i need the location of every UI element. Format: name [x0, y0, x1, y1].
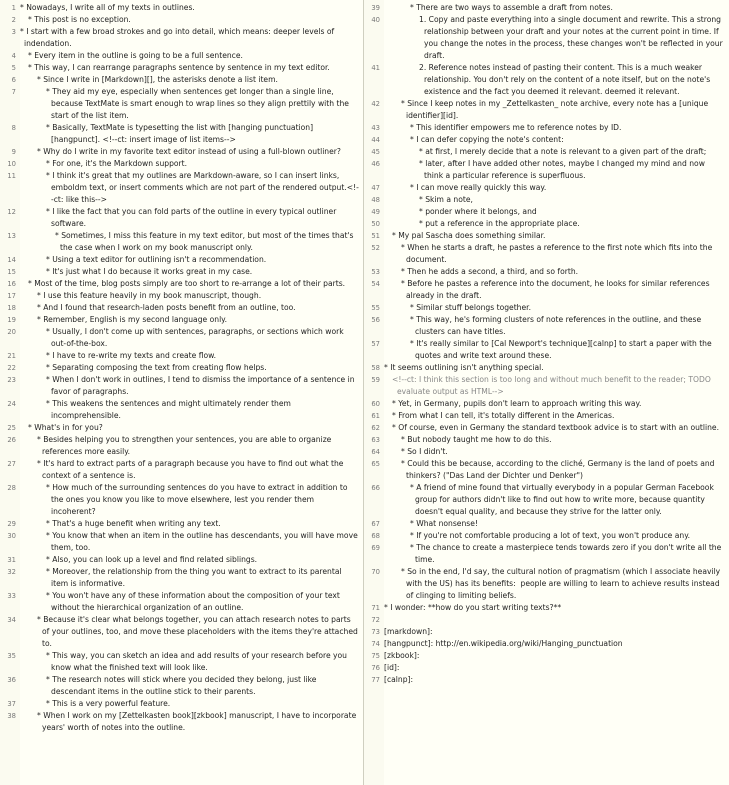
line-number: 70	[371, 568, 380, 576]
line-text[interactable]: * It seems outlining isn't anything special.	[384, 363, 544, 372]
line-number: 45	[371, 148, 380, 156]
line-text[interactable]: * What's in for you?	[28, 423, 103, 432]
line-text[interactable]: * If you're not comfortable producing a lot of text, you won't produce any.	[410, 531, 691, 540]
line-text[interactable]: * This post is no exception.	[28, 15, 131, 24]
line-text[interactable]: * at first, I merely decide that a note is relevant to a given part of the draft;	[419, 147, 707, 156]
line-number: 43	[371, 124, 380, 132]
editor-line[interactable]	[364, 446, 729, 458]
line-text[interactable]: * It's really similar to [Cal Newport's technique][calnp] to start a paper with the quotes and write text around these.	[410, 339, 715, 360]
line-number: 27	[7, 460, 16, 468]
line-text[interactable]: * You won't have any of these information about the composition of your text without the hierarchical organization of an outline.	[46, 591, 343, 612]
line-number: 62	[371, 424, 380, 432]
line-text[interactable]: * It's hard to extract parts of a paragraph because you have to find out what the context of a sentence is.	[37, 459, 346, 480]
editor-line[interactable]	[364, 410, 729, 422]
line-number: 4	[11, 52, 16, 60]
editor-line[interactable]	[0, 62, 363, 74]
editor-line[interactable]	[0, 518, 363, 530]
editor-line[interactable]	[364, 638, 729, 650]
editor-line[interactable]	[0, 434, 363, 458]
editor-line[interactable]	[364, 146, 729, 158]
line-number: 69	[371, 544, 380, 552]
line-text[interactable]: * Most of the time, blog posts simply are too short to re-arrange a lot of their parts.	[28, 279, 346, 288]
line-number: 28	[7, 484, 16, 492]
line-text[interactable]: * Could this be because, according to the cliché, Germany is the land of poets and thinkers? ("Das Land der Dichter und Denker")	[401, 459, 717, 480]
line-number: 32	[7, 568, 16, 576]
line-number: 65	[371, 460, 380, 468]
line-text[interactable]: * Also, you can look up a level and find related siblings.	[46, 555, 258, 564]
line-text[interactable]: * Since I keep notes in my _Zettelkasten_ note archive, every note has a [unique identifier][id].	[401, 99, 711, 120]
line-number: 58	[371, 364, 380, 372]
editor-line[interactable]	[0, 530, 363, 554]
line-text[interactable]: * Moreover, the relationship from the thing you want to extract to its parental item is informative.	[46, 567, 345, 588]
line-text[interactable]: * Separating composing the text from creating flow helps.	[46, 363, 267, 372]
line-text[interactable]: * Similar stuff belongs together.	[410, 303, 532, 312]
line-number: 59	[371, 376, 380, 384]
editor-pane-left[interactable]	[0, 0, 364, 785]
line-text[interactable]: <!--ct: I think this section is too long and without much benefit to the reader; TODO evaluate output as HTML-->	[392, 375, 714, 396]
line-number: 36	[7, 676, 16, 684]
line-text[interactable]: * So in the end, I'd say, the cultural notion of pragmatism (which I associate heavily with the US) has its benefits: people are willing to learn to achieve results instead of clinging to limiting beliefs.	[401, 567, 723, 600]
line-text[interactable]	[384, 614, 729, 626]
line-text[interactable]: * When he starts a draft, he pastes a reference to the first note which fits into the document.	[401, 243, 715, 264]
editor-line[interactable]	[0, 650, 363, 674]
line-number: 2	[11, 16, 16, 24]
editor-line[interactable]	[0, 74, 363, 86]
editor-line[interactable]	[364, 398, 729, 410]
line-number: 39	[371, 4, 380, 12]
line-text[interactable]: 1. Copy and paste everything into a single document and rewrite. This a strong relationship between your draft and your notes at the current point in time. If you change the notes in the process, these changes won't be reflected in your draft.	[419, 15, 726, 60]
line-text[interactable]: * I like the fact that you can fold parts of the outline in every typical outliner software.	[46, 207, 339, 228]
line-text[interactable]: * Skim a note,	[419, 195, 473, 204]
line-text[interactable]: [zkbook]:	[384, 651, 420, 660]
line-number: 30	[7, 532, 16, 540]
line-number: 33	[7, 592, 16, 600]
line-number: 49	[371, 208, 380, 216]
editor-line[interactable]	[364, 302, 729, 314]
editor-line[interactable]	[364, 194, 729, 206]
line-number: 48	[371, 196, 380, 204]
editor-line[interactable]	[364, 182, 729, 194]
line-number: 76	[371, 664, 380, 672]
editor-line[interactable]	[364, 662, 729, 674]
line-text[interactable]: * There are two ways to assemble a draft from notes.	[410, 3, 613, 12]
line-text[interactable]: * I can defer copying the note's content:	[410, 135, 564, 144]
editor-line[interactable]	[364, 602, 729, 614]
line-text[interactable]: * Remember, English is my second language only.	[37, 315, 228, 324]
line-text[interactable]: * The chance to create a masterpiece tends towards zero if you don't write all the time.	[410, 543, 724, 564]
line-text[interactable]: * Yet, in Germany, pupils don't learn to approach writing this way.	[392, 399, 642, 408]
text-lines[interactable]	[364, 2, 729, 686]
editor-line[interactable]	[0, 398, 363, 422]
editor-pane-right[interactable]	[364, 0, 729, 785]
line-number: 14	[7, 256, 16, 264]
line-number: 35	[7, 652, 16, 660]
line-text[interactable]: 2. Reference notes instead of pasting their content. This is a much weaker relationship. You don't rely on the content of a note itself, but on the note's existence and the fact you deemed it relevant. deemed it relevant.	[419, 63, 713, 96]
line-number: 40	[371, 16, 380, 24]
editor-line[interactable]	[0, 86, 363, 122]
line-number: 61	[371, 412, 380, 420]
editor-line[interactable]	[364, 98, 729, 122]
line-text[interactable]: * I start with a few broad strokes and go into detail, which means: deeper levels of indendation.	[20, 27, 337, 48]
line-number: 74	[371, 640, 380, 648]
line-text[interactable]: * Why do I write in my favorite text editor instead of using a full-blown outliner?	[37, 147, 341, 156]
line-text[interactable]: * Using a text editor for outlining isn't a recommendation.	[46, 255, 267, 264]
line-text[interactable]: * This is a very powerful feature.	[46, 699, 171, 708]
text-lines[interactable]	[0, 2, 363, 734]
line-text[interactable]: * From what I can tell, it's totally different in the Americas.	[392, 411, 615, 420]
editor-line[interactable]	[364, 566, 729, 602]
line-text[interactable]: * later, after I have added other notes, maybe I changed my mind and now think a particular reference is superfluous.	[419, 159, 708, 180]
editor-line[interactable]	[0, 482, 363, 518]
line-text[interactable]: * put a reference in the appropriate place.	[419, 219, 580, 228]
line-number: 63	[371, 436, 380, 444]
line-number: 18	[7, 304, 16, 312]
line-text[interactable]: * A friend of mine found that virtually everybody in a popular German Facebook group for authors didn't like to find out how to write more, because quantity doesn't equal quality, and because they strive for the latter only.	[410, 483, 717, 516]
editor-line[interactable]	[364, 134, 729, 146]
line-number: 16	[7, 280, 16, 288]
line-number: 22	[7, 364, 16, 372]
editor-line[interactable]	[0, 674, 363, 698]
line-number: 24	[7, 400, 16, 408]
editor-line[interactable]	[364, 278, 729, 302]
line-text[interactable]: * I wonder: **how do you start writing texts?**	[384, 603, 562, 612]
editor-line[interactable]	[364, 206, 729, 218]
editor-line[interactable]	[0, 362, 363, 374]
editor-line[interactable]	[364, 374, 729, 398]
line-text[interactable]: * I think it's great that my outlines are Markdown-aware, so I can insert links, emboldm text, or insert comments which are not part of the rendered output.<!--ct: like this-->	[46, 171, 359, 204]
line-text[interactable]: * But nobody taught me how to do this.	[401, 435, 552, 444]
line-number: 41	[371, 64, 380, 72]
line-text[interactable]: * Since I write in [Markdown][], the asterisks denote a list item.	[37, 75, 278, 84]
line-number: 12	[7, 208, 16, 216]
line-text[interactable]: * This weakens the sentences and might ultimately render them incomprehensible.	[46, 399, 294, 420]
editor-line[interactable]	[0, 14, 363, 26]
line-number: 73	[371, 628, 380, 636]
line-text[interactable]: * I use this feature heavily in my book manuscript, though.	[37, 291, 262, 300]
line-number: 5	[11, 64, 16, 72]
line-text[interactable]: * Usually, I don't come up with sentences, paragraphs, or sections which work out-of-the-box.	[46, 327, 347, 348]
editor-line[interactable]	[364, 518, 729, 530]
line-number: 77	[371, 676, 380, 684]
line-text[interactable]: * This identifier empowers me to reference notes by ID.	[410, 123, 622, 132]
line-text[interactable]: * My pal Sascha does something similar.	[392, 231, 546, 240]
editor-line[interactable]	[0, 350, 363, 362]
line-text[interactable]: * When I work on my [Zettelkasten book][zkbook] manuscript, I have to incorporate years' worth of notes into the outline.	[37, 711, 359, 732]
line-text[interactable]: * ponder where it belongs, and	[419, 207, 537, 216]
line-number: 44	[371, 136, 380, 144]
editor-line[interactable]	[364, 314, 729, 338]
line-number: 37	[7, 700, 16, 708]
line-number: 71	[371, 604, 380, 612]
line-number: 64	[371, 448, 380, 456]
line-text[interactable]: * What nonsense!	[410, 519, 478, 528]
line-text[interactable]: * And I found that research-laden posts benefit from an outline, too.	[37, 303, 296, 312]
line-text[interactable]: * You know that when an item in the outline has descendants, you will have move them, too.	[46, 531, 361, 552]
line-number: 11	[7, 172, 16, 180]
line-number: 20	[7, 328, 16, 336]
line-number: 9	[11, 148, 16, 156]
line-text[interactable]: * The research notes will stick where you decided they belong, just like descendant items in the outline stick to their parents.	[46, 675, 319, 696]
line-number: 29	[7, 520, 16, 528]
editor-line[interactable]	[364, 242, 729, 266]
editor-line[interactable]	[0, 302, 363, 314]
line-number: 57	[371, 340, 380, 348]
line-number: 31	[7, 556, 16, 564]
line-text[interactable]: * Of course, even in Germany the standard textbook advice is to start with an outline.	[392, 423, 720, 432]
editor-line[interactable]	[364, 434, 729, 446]
editor-line[interactable]	[364, 122, 729, 134]
editor-line[interactable]	[364, 230, 729, 242]
line-number: 60	[371, 400, 380, 408]
line-text[interactable]: * For one, it's the Markdown support.	[46, 159, 188, 168]
line-text[interactable]: * That's a huge benefit when writing any text.	[46, 519, 221, 528]
line-text[interactable]: * Then he adds a second, a third, and so forth.	[401, 267, 579, 276]
line-number: 50	[371, 220, 380, 228]
editor-line[interactable]	[364, 674, 729, 686]
line-number: 55	[371, 304, 380, 312]
editor-line[interactable]	[364, 650, 729, 662]
line-text[interactable]: * This way, I can rearrange paragraphs sentence by sentence in my text editor.	[28, 63, 330, 72]
editor-line[interactable]	[364, 218, 729, 230]
editor-line[interactable]	[364, 542, 729, 566]
line-text[interactable]: * Basically, TextMate is typesetting the list with [hanging punctuation][hangpunct]. <!--ct: insert image of list items-->	[46, 123, 314, 144]
line-text[interactable]: [markdown]:	[384, 627, 433, 636]
editor-line[interactable]	[0, 554, 363, 566]
editor-line[interactable]	[0, 710, 363, 734]
line-text[interactable]: * This way, he's forming clusters of note references in the outline, and these clusters can have titles.	[410, 315, 704, 336]
editor-line[interactable]	[0, 290, 363, 302]
line-text[interactable]: * I have to re-write my texts and create flow.	[46, 351, 217, 360]
editor-line[interactable]	[0, 266, 363, 278]
editor-line[interactable]	[0, 206, 363, 230]
line-number: 17	[7, 292, 16, 300]
editor-line[interactable]	[364, 62, 729, 98]
line-number: 72	[371, 616, 380, 624]
line-text[interactable]: * I can move really quickly this way.	[410, 183, 547, 192]
editor-line[interactable]	[364, 458, 729, 482]
editor-line[interactable]	[0, 230, 363, 254]
line-number: 6	[11, 76, 16, 84]
editor-line[interactable]	[364, 614, 729, 626]
line-number: 52	[371, 244, 380, 252]
line-text[interactable]: [hangpunct]: http://en.wikipedia.org/wiki/Hanging_punctuation	[384, 639, 623, 648]
editor-line[interactable]	[0, 314, 363, 326]
line-number: 51	[371, 232, 380, 240]
editor-line[interactable]	[364, 482, 729, 518]
line-number: 46	[371, 160, 380, 168]
editor-line[interactable]	[364, 626, 729, 638]
line-number: 15	[7, 268, 16, 276]
editor-line[interactable]	[364, 362, 729, 374]
editor-line[interactable]	[364, 530, 729, 542]
line-number: 19	[7, 316, 16, 324]
editor-line[interactable]	[364, 14, 729, 62]
line-number: 53	[371, 268, 380, 276]
line-number: 34	[7, 616, 16, 624]
line-text[interactable]: * So I didn't.	[401, 447, 448, 456]
line-text[interactable]: * How much of the surrounding sentences do you have to extract in addition to the ones you know you like to move elsewhere, lest you render them incoherent?	[46, 483, 350, 516]
editor-line[interactable]	[364, 266, 729, 278]
line-number: 3	[11, 28, 16, 36]
editor-line[interactable]	[364, 158, 729, 182]
line-number: 7	[11, 88, 16, 96]
line-number: 10	[7, 160, 16, 168]
editor-line[interactable]	[0, 698, 363, 710]
editor-line[interactable]	[364, 2, 729, 14]
line-text[interactable]: * Every item in the outline is going to be a full sentence.	[28, 51, 243, 60]
editor-line[interactable]	[0, 50, 363, 62]
line-text[interactable]: * This way, you can sketch an idea and add results of your research before you know what the finished text will look like.	[46, 651, 350, 672]
editor-line[interactable]	[0, 158, 363, 170]
line-number: 67	[371, 520, 380, 528]
line-text[interactable]: * Nowadays, I write all of my texts in outlines.	[20, 3, 195, 12]
line-number: 25	[7, 424, 16, 432]
editor-line[interactable]	[0, 422, 363, 434]
line-text[interactable]: [calnp]:	[384, 675, 414, 684]
editor-line[interactable]	[0, 374, 363, 398]
line-text[interactable]: * Sometimes, I miss this feature in my text editor, but most of the times that's the case when I work on my book manuscript only.	[55, 231, 356, 252]
line-number: 66	[371, 484, 380, 492]
editor-line[interactable]	[0, 122, 363, 146]
editor-line[interactable]	[0, 146, 363, 158]
line-text[interactable]: * It's just what I do because it works great in my case.	[46, 267, 253, 276]
editor-line[interactable]	[0, 278, 363, 290]
editor-line[interactable]	[0, 566, 363, 590]
editor-line[interactable]	[0, 170, 363, 206]
line-text[interactable]: * They aid my eye, especially when sentences get longer than a single line, because TextMate is smart enough to wrap lines so they align prettily with the start of the list item.	[46, 87, 352, 120]
line-text[interactable]: * Before he pastes a reference into the document, he looks for similar references already in the draft.	[401, 279, 712, 300]
editor-line[interactable]	[364, 422, 729, 434]
line-number: 1	[11, 4, 16, 12]
line-number: 38	[7, 712, 16, 720]
line-number: 56	[371, 316, 380, 324]
editor-line[interactable]	[0, 26, 363, 50]
editor-line[interactable]	[0, 458, 363, 482]
line-number: 21	[7, 352, 16, 360]
line-number: 23	[7, 376, 16, 384]
line-number: 8	[11, 124, 16, 132]
line-number: 75	[371, 652, 380, 660]
line-text[interactable]: * When I don't work in outlines, I tend to dismiss the importance of a sentence in favor of paragraphs.	[46, 375, 357, 396]
line-number: 13	[7, 232, 16, 240]
editor-line[interactable]	[0, 326, 363, 350]
editor-line[interactable]	[0, 254, 363, 266]
line-number: 54	[371, 280, 380, 288]
line-number: 42	[371, 100, 380, 108]
editor-line[interactable]	[364, 338, 729, 362]
line-text[interactable]: * Besides helping you to strengthen your sentences, you are able to organize references more easily.	[37, 435, 334, 456]
line-text[interactable]: * Because it's clear what belongs together, you can attach research notes to parts of your outlines, too, and move these placeholders with the items they're attached to.	[37, 615, 361, 648]
line-number: 68	[371, 532, 380, 540]
line-text[interactable]: [id]:	[384, 663, 400, 672]
editor-line[interactable]	[0, 614, 363, 650]
editor-line[interactable]	[0, 590, 363, 614]
line-number: 26	[7, 436, 16, 444]
line-number: 47	[371, 184, 380, 192]
editor-line[interactable]	[0, 2, 363, 14]
